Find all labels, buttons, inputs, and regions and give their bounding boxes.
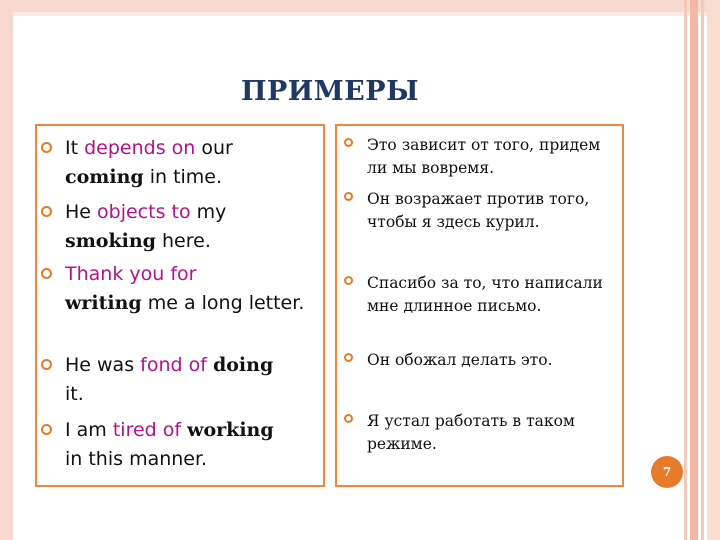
- highlight-phrase: fond of: [140, 354, 207, 376]
- right-stripe: [701, 0, 704, 540]
- page-number-badge: 7: [651, 456, 683, 488]
- circle-bullet-icon: [41, 206, 52, 217]
- text: It: [65, 137, 85, 159]
- highlight-phrase: depends on: [84, 137, 196, 159]
- translation-text: Он возражает против того, чтобы я здесь курил.: [367, 190, 590, 231]
- circle-bullet-icon: [41, 424, 52, 435]
- text: our: [195, 137, 233, 159]
- top-border: [0, 0, 720, 12]
- english-examples-box: [35, 124, 325, 487]
- right-stripe: [690, 0, 698, 540]
- gerund: smoking: [65, 230, 156, 252]
- gerund: doing: [212, 354, 274, 376]
- highlight-phrase: Thank you for: [65, 263, 197, 285]
- text: it.: [65, 383, 84, 405]
- right-stripe: [707, 0, 720, 540]
- text: He: [65, 201, 98, 223]
- text: my: [190, 201, 227, 223]
- text: I am: [65, 419, 113, 441]
- gerund: working: [187, 419, 274, 441]
- text: He was: [65, 354, 141, 376]
- circle-bullet-icon: [344, 353, 353, 362]
- circle-bullet-icon: [41, 359, 52, 370]
- russian-translations-box: [335, 124, 624, 487]
- circle-bullet-icon: [41, 142, 52, 153]
- highlight-phrase: tired of: [112, 419, 182, 441]
- slide-title: ПРИМЕРЫ: [240, 76, 420, 107]
- circle-bullet-icon: [344, 414, 353, 423]
- text: in this manner.: [65, 448, 208, 470]
- translation-text: Я устал работать в таком режиме.: [367, 412, 575, 453]
- circle-bullet-icon: [344, 192, 353, 201]
- text: me a long letter.: [141, 292, 305, 314]
- circle-bullet-icon: [344, 276, 353, 285]
- translation-text: Спасибо за то, что написали мне длинное письмо.: [367, 274, 603, 315]
- text: here.: [155, 230, 211, 252]
- right-stripe: [684, 0, 687, 540]
- highlight-phrase: objects to: [97, 201, 191, 223]
- gerund: writing: [65, 292, 142, 314]
- circle-bullet-icon: [41, 268, 52, 279]
- text: in time.: [143, 166, 223, 188]
- top-border-inner: [13, 12, 720, 16]
- translation-text: Это зависит от того, придем ли мы вовремя.: [367, 136, 601, 177]
- translation-text: Он обожал делать это.: [367, 351, 553, 369]
- gerund: coming: [65, 166, 144, 188]
- circle-bullet-icon: [344, 138, 353, 147]
